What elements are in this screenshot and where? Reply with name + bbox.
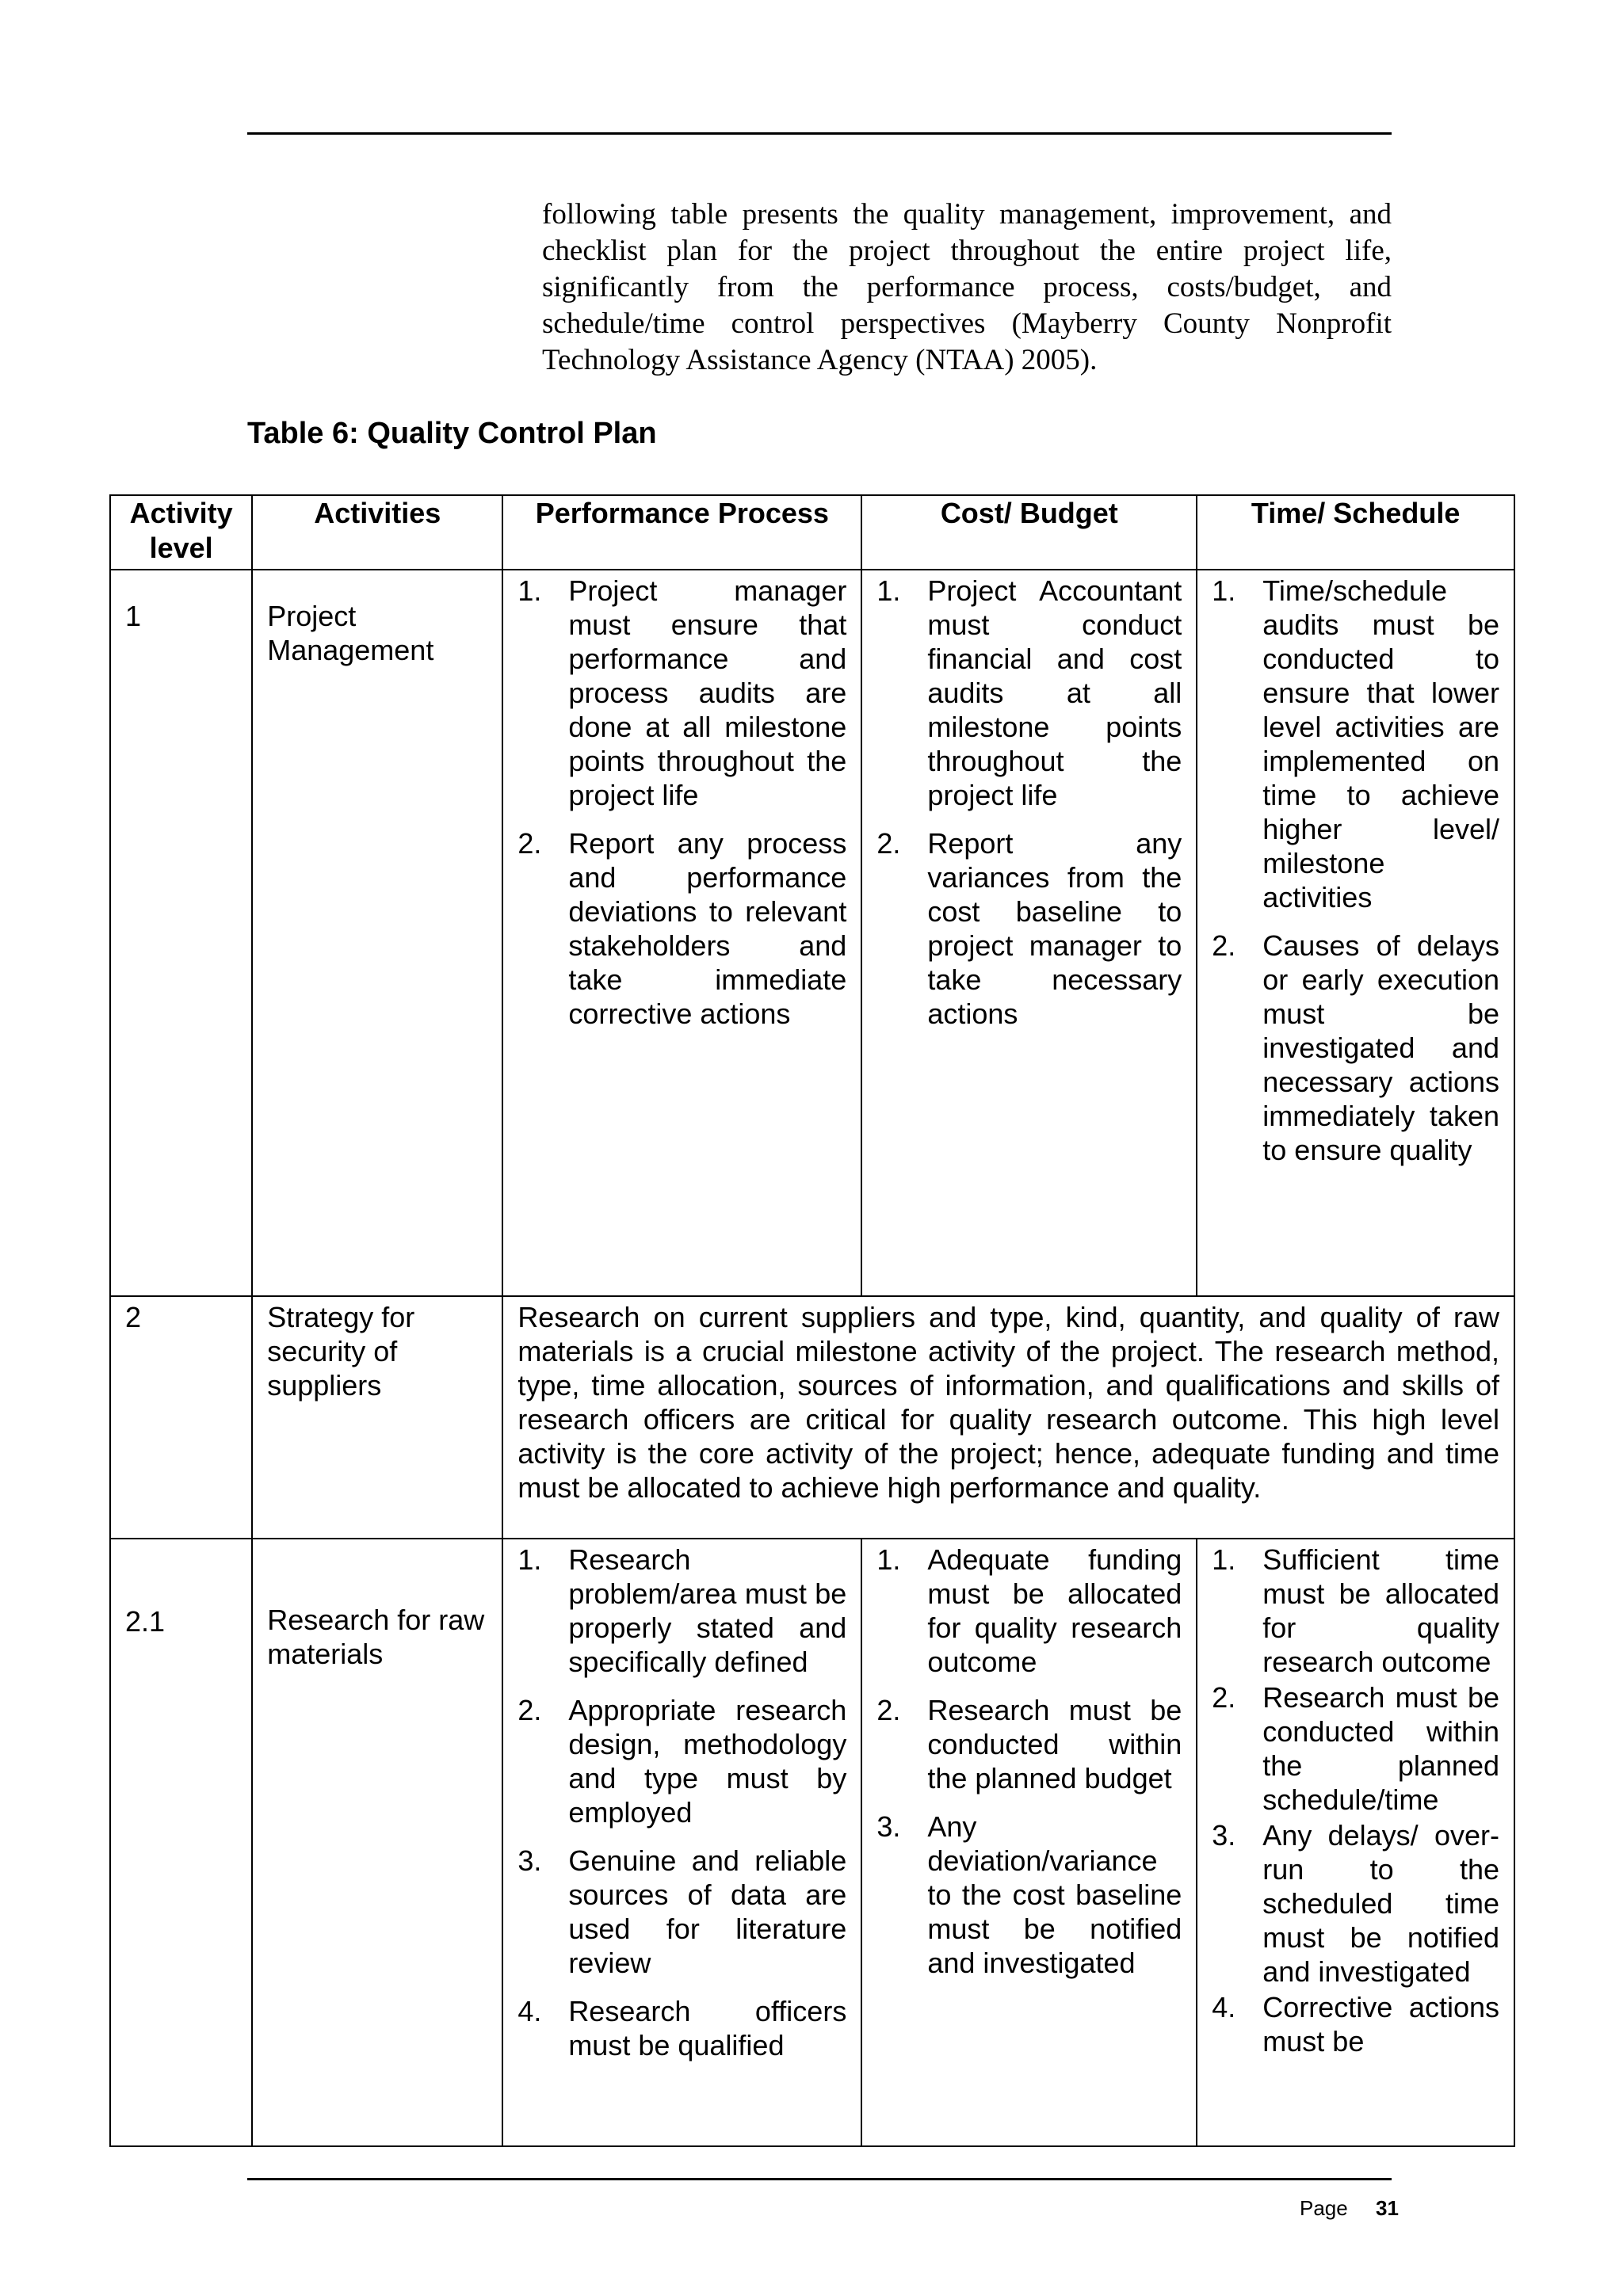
activity-level-cell	[110, 1296, 252, 1539]
header-activity-level: Activity level	[110, 495, 252, 570]
header-performance-process: Performance Process	[502, 495, 861, 570]
performance-cell	[502, 570, 861, 1296]
activity-level: 2.1	[125, 1605, 166, 1638]
performance-list	[517, 574, 846, 1031]
item-text: Any delays/ over-run to the scheduled time must be notified and investigated	[1262, 1819, 1499, 1988]
intro-paragraph: following table presents the quality management, improvement, and checklist plan for the project throughout the entire project life, significantly from the performance process, costs/budget, and schedule/time control perspectives (Mayberry County Nonprofit Technology Assistance Agency (NTAA) 2005).	[542, 198, 1392, 376]
item-number: 1.	[1212, 1543, 1236, 1576]
cost-cell	[861, 570, 1197, 1296]
activity-cell	[252, 570, 502, 1296]
item-number: 4.	[517, 1995, 542, 2027]
item-text: Appropriate research design, methodology and type must by employed	[568, 1694, 847, 1829]
header-cost-budget: Cost/ Budget	[861, 495, 1197, 570]
list-item	[1212, 1680, 1499, 1817]
item-number: 2.	[1212, 929, 1236, 962]
performance-cell	[502, 1539, 861, 2146]
time-list	[1212, 1543, 1499, 2058]
item-text: Research officers must be qualified	[568, 1995, 847, 2061]
item-text: Project manager must ensure that performance and process audits are done at all milestone points throughout the project life	[568, 574, 847, 811]
item-text: Research problem/area must be properly stated and specifically defined	[568, 1543, 847, 1678]
activity-name: Research for raw materials	[267, 1604, 485, 1670]
item-number: 2.	[876, 1694, 901, 1726]
quality-control-table	[109, 494, 1515, 2147]
footer-rule	[247, 2178, 1392, 2180]
item-number: 3.	[876, 1810, 901, 1843]
item-text: Sufficient time must be allocated for quality research outcome	[1262, 1543, 1499, 1678]
item-number: 2.	[517, 1694, 542, 1726]
item-text: Any deviation/variance to the cost baseline must be notified and investigated	[927, 1810, 1182, 1979]
list-item	[1212, 574, 1499, 914]
time-list	[1212, 574, 1499, 1167]
activity-level-cell	[110, 1539, 252, 2146]
table-row	[110, 1296, 1514, 1539]
item-number: 1.	[876, 1543, 901, 1576]
item-number: 4.	[1212, 1991, 1236, 2023]
item-number: 2.	[1212, 1681, 1236, 1714]
item-text: Corrective actions must be	[1262, 1991, 1499, 2058]
performance-list	[517, 1543, 846, 2062]
activity-cell	[252, 1296, 502, 1539]
item-text: Adequate funding must be allocated for quality research outcome	[927, 1543, 1182, 1678]
activity-level: 1	[125, 600, 142, 632]
list-item	[1212, 1990, 1499, 2058]
header-rule	[247, 132, 1392, 135]
list-item	[876, 826, 1182, 1031]
time-cell	[1197, 570, 1514, 1296]
item-text: Project Accountant must conduct financial and cost audits at all milestone points throughout the project life	[927, 574, 1182, 811]
list-item	[517, 826, 846, 1031]
activity-level-cell	[110, 570, 252, 1296]
item-text: Research must be conducted within the planned schedule/time	[1262, 1681, 1499, 1816]
activity-level: 2	[125, 1301, 142, 1333]
table-row	[110, 1539, 1514, 2146]
list-item	[517, 1543, 846, 1679]
header-activities: Activities	[252, 495, 502, 570]
table-caption: Table 6: Quality Control Plan	[247, 417, 657, 450]
activity-cell	[252, 1539, 502, 2146]
list-item	[517, 1994, 846, 2062]
table-row	[110, 570, 1514, 1296]
item-number: 2.	[876, 827, 901, 860]
page-number: 31	[1376, 2196, 1399, 2220]
list-item	[876, 1543, 1182, 1679]
list-item	[1212, 929, 1499, 1167]
table-header-row	[110, 495, 1514, 570]
merged-description-cell: Research on current suppliers and type, kind, quantity, and quality of raw materials is a crucial milestone activity of the project. The research method, type, time allocation, sources of information, and qualifications and skills of research officers are critical for quality research outcome. This high level activity is the core activity of the project; hence, adequate funding and time must be allocated to achieve high performance and quality.	[502, 1296, 1514, 1539]
item-number: 1.	[1212, 574, 1236, 607]
list-item	[876, 1810, 1182, 1980]
activity-name: Strategy for security of suppliers	[267, 1301, 415, 1402]
item-number: 3.	[517, 1844, 542, 1877]
list-item	[517, 1844, 846, 1980]
item-text: Report any variances from the cost baseline to project manager to take necessary actions	[927, 827, 1182, 1030]
item-number: 2.	[517, 827, 542, 860]
item-text: Causes of delays or early execution must be investigated and necessary actions immediately taken to ensure quality	[1262, 929, 1499, 1166]
activity-name: Project Management	[267, 600, 434, 666]
cost-list	[876, 574, 1182, 1031]
item-text: Time/schedule audits must be conducted to ensure that lower level activities are implemented on time to achieve higher level/ milestone activities	[1262, 574, 1499, 913]
item-text: Research must be conducted within the planned budget	[927, 1694, 1182, 1794]
time-cell	[1197, 1539, 1514, 2146]
item-text: Report any process and performance deviations to relevant stakeholders and take immediate corrective actions	[568, 827, 847, 1030]
cost-list	[876, 1543, 1182, 1980]
item-number: 1.	[876, 574, 901, 607]
cost-cell	[861, 1539, 1197, 2146]
list-item	[517, 1693, 846, 1829]
list-item	[876, 1693, 1182, 1795]
item-number: 1.	[517, 1543, 542, 1576]
list-item	[1212, 1818, 1499, 1989]
item-number: 3.	[1212, 1819, 1236, 1852]
list-item	[1212, 1543, 1499, 1679]
item-text: Genuine and reliable sources of data are used for literature review	[568, 1844, 847, 1979]
list-item	[876, 574, 1182, 812]
list-item	[517, 574, 846, 812]
page-label: Page	[1300, 2196, 1348, 2220]
item-number: 1.	[517, 574, 542, 607]
header-time-schedule: Time/ Schedule	[1197, 495, 1514, 570]
